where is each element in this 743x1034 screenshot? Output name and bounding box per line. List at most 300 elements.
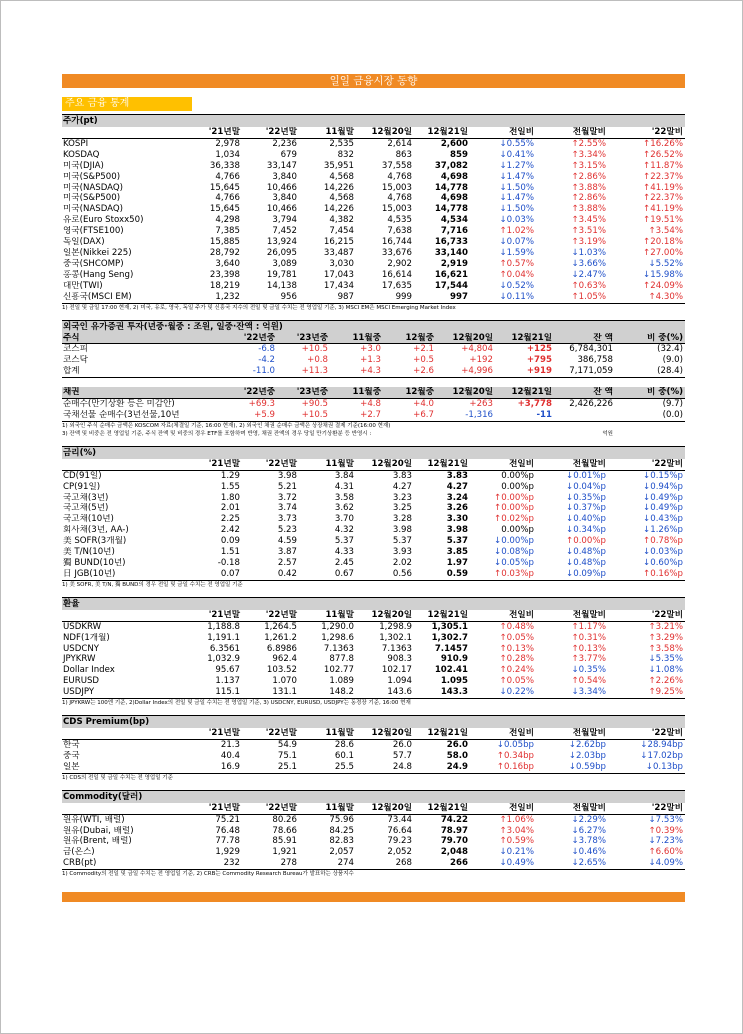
foreign-header-cell: 주식 <box>62 333 222 344</box>
stocks-cell-y21: 1,034 <box>215 149 240 160</box>
fx-cell-ytd: ↓1.08% <box>648 665 683 676</box>
commodity-cell-ytd: ↑0.39% <box>648 825 683 836</box>
rates-cell-d21: 3.26 <box>446 503 468 514</box>
rates-cell-ytd: ↑0.78%p <box>643 536 683 547</box>
fx-cell-y22: 1.070 <box>272 676 297 687</box>
commodity-header-cell: 12월21일 <box>414 803 470 814</box>
rates-cell-d21: 1.97 <box>446 558 468 568</box>
rates-cell-d20: 2.02 <box>392 558 412 568</box>
stocks-row-label: 유로(Euro Stoxx50) <box>63 215 144 226</box>
stocks-row-label: KOSDAQ <box>63 149 100 160</box>
stocks-header-cell: '21년말 <box>185 127 242 138</box>
commodity-cell-y21: 75.21 <box>215 814 240 825</box>
cds-cell-mom: ↓2.03bp <box>568 750 606 761</box>
rates-cell-mom: ↑0.00%p <box>566 536 606 547</box>
rates-row-label: CD(91일) <box>63 470 102 481</box>
stocks-cell-ytd: ↑20.18% <box>643 237 683 248</box>
cds-cell-y22: 25.1 <box>242 762 299 773</box>
foreign-cell-g: 386,758 <box>577 355 613 366</box>
cds-header-cell: 11월말 <box>299 728 356 739</box>
commodity-cell-d21: 74.22 <box>440 814 468 825</box>
rates-cell-nov: 5.37 <box>334 536 354 547</box>
rates-cell-d21: 3.85 <box>446 547 468 558</box>
cds-row <box>62 751 685 762</box>
cds-table-body <box>62 728 685 773</box>
fx-header-cell: 전월말비 <box>536 610 608 621</box>
foreign-row-label: 코스닥 <box>63 355 88 366</box>
stocks-header-cell: 11월말 <box>299 127 356 138</box>
stocks-cell-dod: ↓0.52% <box>499 280 534 291</box>
cds-cell-d21: 24.9 <box>414 762 470 773</box>
fx-cell-ytd: ↑3.29% <box>648 632 683 643</box>
stocks-header-cell: '22년말 <box>242 127 299 138</box>
stocks-row <box>62 281 685 292</box>
rates-cell-ytd: ↓0.43%p <box>643 514 683 525</box>
fx-row <box>62 665 685 676</box>
stocks-cell-ytd: ↑19.51% <box>643 215 683 226</box>
rates-cell-mom: ↓0.34%p <box>566 525 606 536</box>
foreign-note-2-row <box>62 430 685 438</box>
rates-title: 금리(%) <box>62 446 685 459</box>
stocks-cell-y21: 15,885 <box>209 237 240 248</box>
report-title: 일일 금융시장 동향 <box>62 74 685 88</box>
rates-row-label: 국고채(10년) <box>63 514 114 525</box>
foreign-cell-e: +192 <box>469 355 493 366</box>
rates-row-label: CP(91일) <box>63 481 101 492</box>
cds-cell-nov: 28.6 <box>334 739 354 750</box>
rates-cell-nov: 3.58 <box>334 492 354 503</box>
stocks-row <box>62 226 685 237</box>
fx-row-label: USDKRW <box>63 621 102 632</box>
cds-cell-y21: 40.4 <box>220 750 240 761</box>
commodity-row <box>62 826 685 837</box>
cds-header-cell: 전일비 <box>470 728 536 739</box>
fx-cell-y22: 1,261.2 <box>264 632 297 643</box>
cds-cell-y22: 54.9 <box>277 739 297 750</box>
fx-note: 1) JPYKRW는 100엔 기준, 2)Dollar Index의 전일 및 금일 수치는 전 영업일 기준, 3) USDCNY, EURUSD, USDJPY는 동경장 기준, 16:00 현재 <box>62 700 411 707</box>
foreign-header-cell: 11월중 <box>330 387 383 398</box>
rates-cell-y22: 5.23 <box>277 525 297 536</box>
cds-cell-mom: ↓0.59bp <box>536 762 608 773</box>
stocks-row-label: 대만(TWI) <box>63 280 103 291</box>
rates-cell-d21: 0.59 <box>414 569 470 580</box>
commodity-section <box>62 790 685 878</box>
cds-row-label: 중국 <box>63 750 80 761</box>
commodity-cell-d20: 76.64 <box>387 825 412 836</box>
commodity-title: Commodity(달러) <box>62 790 685 803</box>
foreign-cell-h: (0.0) <box>615 410 685 421</box>
foreign-header-cell: 12월21일 <box>495 387 554 398</box>
fx-cell-d21: 910.9 <box>440 654 468 665</box>
foreign-cell-h: (9.0) <box>662 355 683 366</box>
stocks-row <box>62 161 685 172</box>
fx-cell-d20: 7.1363 <box>381 643 412 654</box>
commodity-row-label: 원유(WTI, 배럴) <box>63 814 125 825</box>
fx-header-cell: 12월21일 <box>414 610 470 621</box>
fx-cell-ytd: ↑3.21% <box>648 621 683 632</box>
commodity-cell-d21: 266 <box>414 858 470 869</box>
section-subheading: 주요 금융 통계 <box>62 97 192 111</box>
fx-cell-nov: 102.77 <box>323 665 354 676</box>
fx-header-cell <box>62 610 185 621</box>
foreign-cell-a: -11.0 <box>222 366 277 377</box>
cds-table <box>62 728 685 774</box>
stocks-row <box>62 215 685 226</box>
foreign-header-cell: 11월중 <box>330 333 383 344</box>
cds-row-label: 한국 <box>63 739 80 750</box>
stocks-table <box>62 127 685 304</box>
fx-cell-y21: 1,188.8 <box>207 621 240 632</box>
commodity-cell-ytd: ↓7.23% <box>648 836 683 847</box>
stocks-cell-d21: 7,716 <box>440 226 468 237</box>
commodity-cell-mom: ↓2.65% <box>536 858 608 869</box>
foreign-section <box>62 320 685 438</box>
stocks-cell-nov: 2,535 <box>329 138 354 149</box>
stocks-cell-d20: 863 <box>395 149 412 160</box>
fx-cell-nov: 1,290.0 <box>321 621 354 632</box>
cds-section <box>62 715 685 782</box>
foreign-eq_rows-row <box>62 344 685 355</box>
stocks-cell-nov: 3,030 <box>329 258 354 269</box>
report-content <box>62 74 685 902</box>
fx-cell-nov: 148.2 <box>299 687 356 698</box>
foreign-cell-g: 2,426,226 <box>569 399 613 410</box>
fx-cell-d21: 1.095 <box>440 676 468 687</box>
cds-cell-d20: 26.0 <box>392 739 412 750</box>
stocks-cell-y22: 19,781 <box>266 269 297 280</box>
fx-row-label: EURUSD <box>63 676 100 687</box>
stocks-cell-d20: 4,535 <box>387 215 412 226</box>
foreign-cell-e: -1,316 <box>436 410 495 421</box>
commodity-row <box>62 847 685 858</box>
rates-cell-dod: 0.00%p <box>501 525 534 536</box>
stocks-cell-y21: 1,232 <box>185 292 242 303</box>
cds-cell-d20: 57.7 <box>392 750 412 761</box>
rates-table <box>62 459 685 581</box>
stocks-cell-y21: 4,766 <box>215 193 240 204</box>
stocks-header-cell: 전일비 <box>470 127 536 138</box>
rates-cell-ytd: ↓0.94%p <box>643 481 683 492</box>
rates-cell-y21: 2.01 <box>220 503 240 514</box>
rates-header-cell: '22말비 <box>608 459 685 470</box>
fx-cell-y22: 6.8986 <box>266 643 297 654</box>
fx-cell-y21: 1,191.1 <box>207 632 240 643</box>
stocks-cell-ytd: ↑27.00% <box>643 247 683 258</box>
commodity-cell-ytd: ↑6.60% <box>648 847 683 858</box>
stocks-cell-mom: ↑2.86% <box>571 171 606 182</box>
stocks-row-label: 미국(DJIA) <box>63 160 104 171</box>
stocks-cell-ytd: ↓15.98% <box>643 269 683 280</box>
cds-cell-mom: ↓2.62bp <box>568 739 606 750</box>
stocks-cell-dod: ↓0.41% <box>499 149 534 160</box>
rates-header-cell: '22년말 <box>242 459 299 470</box>
stocks-row-label: 미국(NASDAQ) <box>63 204 124 215</box>
rates-cell-dod: 0.00%p <box>501 481 534 492</box>
stocks-row <box>62 138 685 149</box>
stocks-cell-y21: 15,645 <box>209 204 240 215</box>
rates-cell-y21: 0.09 <box>220 536 240 547</box>
rates-cell-y21: 1.80 <box>220 492 240 503</box>
rates-cell-y22: 2.57 <box>277 558 297 568</box>
rates-cell-ytd: ↓0.03%p <box>643 547 683 558</box>
rates-row-label: 日 JGB(10년) <box>62 569 185 580</box>
commodity-cell-nov: 2,057 <box>329 847 354 858</box>
fx-cell-dod: ↑0.05% <box>499 632 534 643</box>
rates-cell-d21: 3.98 <box>446 525 468 536</box>
rates-cell-nov: 3.62 <box>334 503 354 514</box>
commodity-header-cell: 12월20일 <box>356 803 414 814</box>
stocks-cell-mom: ↓2.47% <box>571 269 606 280</box>
rates-cell-dod: ↓0.08%p <box>494 547 534 558</box>
rates-cell-dod: ↓0.00%p <box>494 536 534 547</box>
stocks-cell-y21: 36,338 <box>209 160 240 171</box>
stocks-cell-nov: 14,226 <box>323 204 354 215</box>
foreign-cell-e: +4,996 <box>436 366 495 377</box>
rates-row <box>62 558 685 569</box>
fx-title: 환율 <box>62 597 685 610</box>
foreign-cell-c: +4.3 <box>330 366 383 377</box>
stocks-cell-dod: ↓0.03% <box>499 215 534 226</box>
fx-cell-dod: ↑0.24% <box>499 665 534 676</box>
stocks-row <box>62 237 685 248</box>
stocks-cell-y22: 14,138 <box>266 280 297 291</box>
foreign-header-cell: 12월중 <box>383 333 436 344</box>
foreign-cell-b: +10.5 <box>301 344 328 355</box>
stocks-cell-d21: 4,534 <box>440 215 468 226</box>
rates-cell-dod: ↓0.05%p <box>494 558 534 568</box>
foreign-cell-f: +125 <box>526 344 552 355</box>
rates-header-cell <box>62 459 185 470</box>
foreign-cell-e: +263 <box>469 399 493 410</box>
fx-cell-dod: ↓0.22% <box>470 687 536 698</box>
rates-cell-ytd: ↓1.26%p <box>643 525 683 536</box>
stocks-cell-mom: ↑3.88% <box>571 182 606 193</box>
fx-cell-d21: 1,305.1 <box>431 621 468 632</box>
stocks-cell-ytd: ↑41.19% <box>643 204 683 215</box>
stocks-cell-mom: ↑3.15% <box>571 160 606 171</box>
rates-cell-y21: 0.07 <box>185 569 242 580</box>
foreign-cell-b: +0.8 <box>307 355 328 366</box>
stocks-row-label: 홍콩(Hang Seng) <box>63 269 134 280</box>
foreign-cell-b: +11.3 <box>277 366 330 377</box>
rates-cell-nov: 3.70 <box>334 514 354 525</box>
rates-cell-ytd: ↓0.49%p <box>643 503 683 514</box>
rates-row-label: 獨 BUND(10년) <box>63 558 126 568</box>
foreign-header-cell: 12월20일 <box>436 387 495 398</box>
rates-cell-d21: 3.30 <box>446 514 468 525</box>
fx-cell-d20: 1.094 <box>387 676 412 687</box>
stocks-cell-ytd: ↑26.52% <box>643 149 683 160</box>
stocks-cell-y22: 10,466 <box>266 182 297 193</box>
rates-cell-d20: 5.37 <box>392 536 412 547</box>
rates-cell-ytd: ↓0.60%p <box>643 558 683 568</box>
stocks-cell-d20: 16,614 <box>381 269 412 280</box>
commodity-cell-mom: ↓2.29% <box>571 814 606 825</box>
stocks-cell-ytd: ↑24.09% <box>643 280 683 291</box>
commodity-cell-d20: 73.44 <box>387 814 412 825</box>
rates-cell-d21: 3.83 <box>446 470 468 481</box>
rates-cell-y22: 0.42 <box>242 569 299 580</box>
foreign-row-label: 국채선물 순매수(3년선물,10년 <box>62 410 222 421</box>
foreign-row-label: 코스피 <box>63 344 88 355</box>
footer-bar <box>62 892 685 902</box>
rates-cell-mom: ↓0.37%p <box>566 503 606 514</box>
rates-row-label: 美 T/N(10년) <box>63 547 115 558</box>
rates-header-cell: 12월21일 <box>414 459 470 470</box>
stocks-cell-dod: ↓0.55% <box>499 138 534 149</box>
fx-row <box>62 644 685 655</box>
foreign-cell-d: +6.7 <box>383 410 436 421</box>
fx-row <box>62 633 685 644</box>
foreign-cell-c: +4.8 <box>360 399 381 410</box>
fx-cell-mom: ↑0.31% <box>571 632 606 643</box>
rates-cell-y21: 1.51 <box>220 547 240 558</box>
stocks-cell-nov: 987 <box>299 292 356 303</box>
commodity-cell-y21: 76.48 <box>215 825 240 836</box>
stocks-cell-mom: ↑3.51% <box>571 226 606 237</box>
cds-header-cell: 12월20일 <box>356 728 414 739</box>
foreign-equity-body <box>62 333 685 378</box>
stocks-cell-dod: ↓1.59% <box>499 247 534 258</box>
stocks-cell-mom: ↑3.34% <box>571 149 606 160</box>
stocks-row <box>62 270 685 281</box>
stocks-cell-d20: 4,768 <box>387 193 412 204</box>
commodity-cell-ytd: ↓7.53% <box>648 814 683 825</box>
stocks-cell-y21: 4,766 <box>215 171 240 182</box>
stocks-cell-nov: 16,215 <box>323 237 354 248</box>
rates-cell-d20: 0.56 <box>356 569 414 580</box>
rates-row-label: 국고채(5년) <box>63 503 109 514</box>
cds-title: CDS Premium(bp) <box>62 715 685 728</box>
foreign-cell-c: +2.7 <box>330 410 383 421</box>
commodity-header-cell: '21년말 <box>185 803 242 814</box>
rates-row <box>62 514 685 525</box>
cds-header-cell: '21년말 <box>185 728 242 739</box>
stocks-cell-ytd: ↑4.30% <box>608 292 685 303</box>
rates-header-cell: 전일비 <box>470 459 536 470</box>
commodity-cell-nov: 274 <box>299 858 356 869</box>
stocks-cell-nov: 4,568 <box>329 171 354 182</box>
foreign-cell-d: +0.5 <box>413 355 434 366</box>
rates-cell-d20: 3.28 <box>392 514 412 525</box>
foreign-bd_rows-header-row <box>62 387 685 398</box>
foreign-bond-body <box>62 387 685 421</box>
commodity-header-row <box>62 803 685 814</box>
fx-header-cell: '21년말 <box>185 610 242 621</box>
cds-header-row <box>62 728 685 739</box>
cds-cell-nov: 25.5 <box>299 762 356 773</box>
foreign-cell-f: -11 <box>495 410 554 421</box>
stocks-cell-y21: 2,978 <box>215 138 240 149</box>
stocks-cell-ytd: ↑11.87% <box>643 160 683 171</box>
rates-header-cell: 11월말 <box>299 459 356 470</box>
foreign-header-cell: 비 중(%) <box>615 333 685 344</box>
rates-cell-y22: 4.59 <box>277 536 297 547</box>
foreign-bd_rows-row <box>62 399 685 410</box>
rates-cell-y22: 3.72 <box>277 492 297 503</box>
rates-cell-d20: 3.83 <box>392 470 412 481</box>
fx-cell-nov: 1,298.6 <box>321 632 354 643</box>
foreign-eq_rows-row <box>62 366 685 377</box>
stocks-cell-d21: 4,698 <box>440 171 468 182</box>
stocks-cell-mom: ↓1.03% <box>571 247 606 258</box>
stocks-cell-d21: 4,698 <box>440 193 468 204</box>
stocks-row-label: 신흥국(MSCI EM) <box>62 292 185 303</box>
commodity-cell-mom: ↓3.78% <box>571 836 606 847</box>
rates-cell-mom: ↓0.48%p <box>566 547 606 558</box>
commodity-cell-nov: 75.96 <box>329 814 354 825</box>
rates-cell-nov: 3.84 <box>334 470 354 481</box>
stocks-header-cell <box>62 127 185 138</box>
fx-header-cell: '22년말 <box>242 610 299 621</box>
rates-cell-nov: 4.31 <box>334 481 354 492</box>
stocks-cell-y21: 4,298 <box>215 215 240 226</box>
foreign-note-2: 3) 잔액 및 비중은 전 영업일 기준, 주식 잔액 및 비중의 경우 ETF를 포함하며 반영, 채권 잔액의 경우 당일 만기상환분 등 반영시 : <box>62 430 372 437</box>
foreign-header-cell: 12월21일 <box>495 333 554 344</box>
stocks-cell-d20: 37,558 <box>381 160 412 171</box>
rates-cell-y21: 2.25 <box>220 514 240 525</box>
foreign-note-1: 1) 외국인 주식 순매수 금액은 KOSCOM 자료(체결일 기준, 16:00 현재), 2) 외국인 채권 순매수 금액은 상장채권 결제 기준(16:00 현재) <box>62 422 391 429</box>
stocks-row <box>62 150 685 161</box>
fx-header-cell: 전일비 <box>470 610 536 621</box>
commodity-row <box>62 858 685 869</box>
cds-row <box>62 762 685 773</box>
stocks-cell-y22: 33,147 <box>266 160 297 171</box>
rates-cell-nov: 0.67 <box>299 569 356 580</box>
rates-cell-dod: ↑0.03%p <box>470 569 536 580</box>
rates-cell-mom: ↓0.35%p <box>566 492 606 503</box>
rates-cell-y21: -0.18 <box>217 558 240 568</box>
rates-cell-y22: 5.21 <box>277 481 297 492</box>
rates-cell-d20: 3.23 <box>392 492 412 503</box>
fx-cell-nov: 877.8 <box>329 654 354 665</box>
commodity-cell-d20: 268 <box>356 858 414 869</box>
stocks-row <box>62 259 685 270</box>
rates-cell-y21: 1.55 <box>220 481 240 492</box>
foreign-header-cell: 12월20일 <box>436 333 495 344</box>
stocks-cell-d21: 16,621 <box>434 269 468 280</box>
cds-header-cell <box>62 728 185 739</box>
stocks-cell-d21: 2,600 <box>440 138 468 149</box>
fx-header-cell: 12월20일 <box>356 610 414 621</box>
stocks-cell-d20: 15,003 <box>381 182 412 193</box>
stocks-cell-d21: 14,778 <box>434 182 468 193</box>
rates-cell-d21: 5.37 <box>446 536 468 547</box>
foreign-header-cell: 잔 액 <box>554 387 615 398</box>
stocks-cell-ytd: ↑41.19% <box>643 182 683 193</box>
rates-row-label: 美 SOFR(3개월) <box>63 536 127 547</box>
rates-row <box>62 493 685 504</box>
stocks-cell-d20: 16,744 <box>381 237 412 248</box>
foreign-header-cell: 채권 <box>62 387 222 398</box>
stocks-cell-dod: ↓0.07% <box>499 237 534 248</box>
fx-cell-y22: 103.52 <box>266 665 297 676</box>
foreign-cell-b: +10.5 <box>277 410 330 421</box>
foreign-cell-e: +4,804 <box>461 344 493 355</box>
rates-cell-d20: 3.98 <box>392 525 412 536</box>
foreign-cell-a: +69.3 <box>248 399 275 410</box>
fx-row-label: JPYKRW <box>63 654 96 665</box>
fx-cell-d20: 908.3 <box>387 654 412 665</box>
cds-header-cell: '22년말 <box>242 728 299 739</box>
rates-cell-dod: ↑0.00%p <box>494 492 534 503</box>
stocks-cell-mom: ↑3.19% <box>571 237 606 248</box>
fx-cell-y22: 1,264.5 <box>264 621 297 632</box>
stocks-cell-ytd: ↑3.54% <box>648 226 683 237</box>
fx-cell-y21: 95.67 <box>215 665 240 676</box>
fx-cell-dod: ↑0.05% <box>499 676 534 687</box>
stocks-cell-nov: 4,382 <box>329 215 354 226</box>
